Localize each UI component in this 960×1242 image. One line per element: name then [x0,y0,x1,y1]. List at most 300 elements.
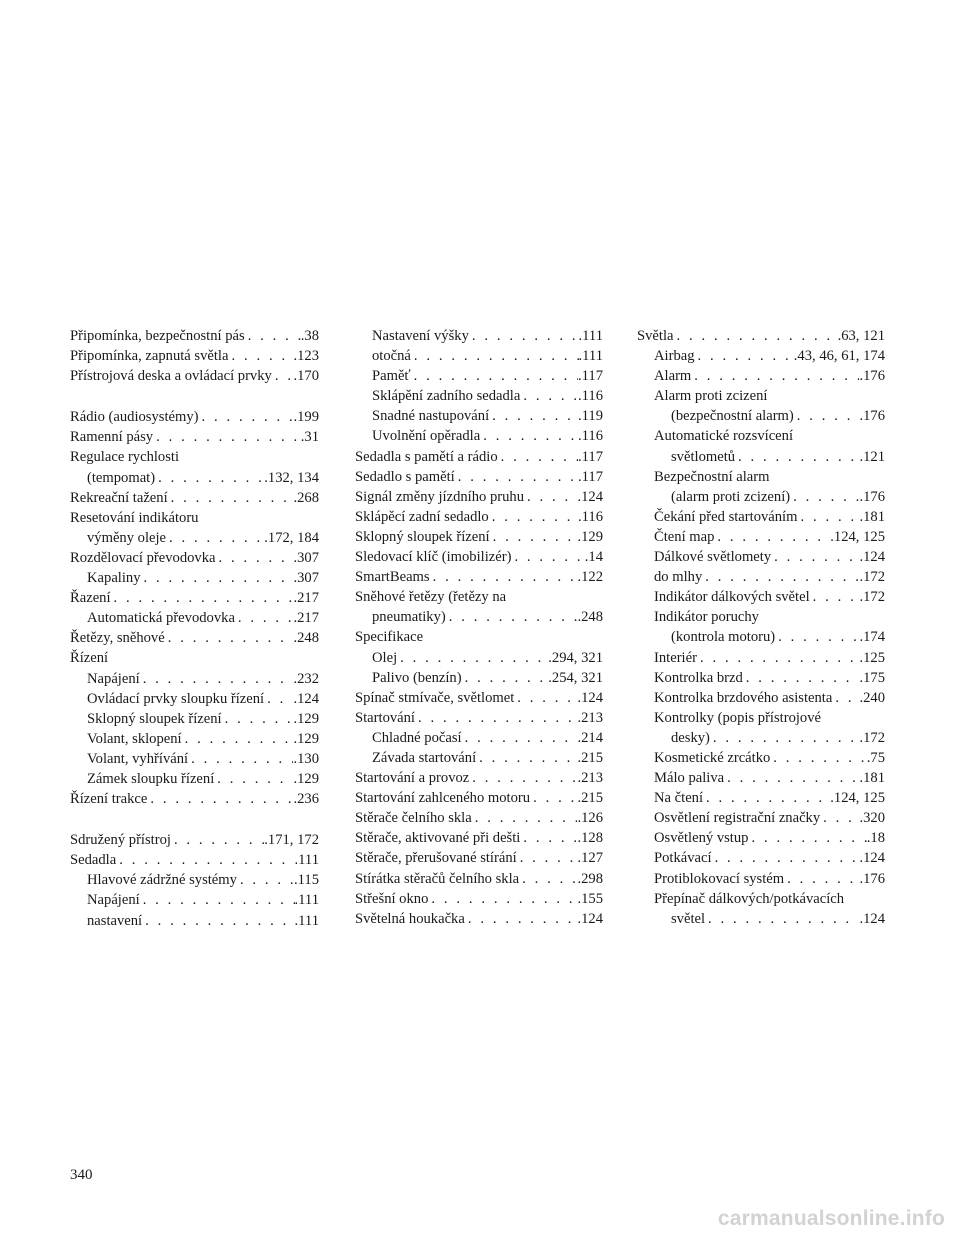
index-entry-text: Rádio (audiosystémy) [70,409,199,426]
dot-leader [519,869,577,889]
index-line [654,587,885,607]
index-line [87,729,319,749]
index-page-ref: .116 [578,388,603,405]
index-line [355,788,603,808]
dot-leader [770,748,866,768]
index-line [654,869,885,889]
dot-leader [235,608,294,628]
index-subentry [637,668,885,688]
index-entry-text: Startování [355,709,415,726]
dot-leader [469,768,577,788]
index-subentry [637,688,885,708]
index-page-ref: .117 [578,448,603,465]
dot-leader [797,507,859,527]
dot-leader [462,728,578,748]
index-heading: Řízení [70,650,109,667]
index-entry-text: Olej [372,649,398,666]
dot-leader [714,527,830,547]
index-entry-text: Sedadlo s pamětí [355,468,455,485]
index-entry-text: Kontrolka brzd [654,669,743,686]
index-page-ref: .213 [577,709,603,726]
index-subentry [70,709,319,729]
dot-leader [771,547,859,567]
index-page-ref: .172 [859,569,885,586]
index-entry-text: Sledovací klíč (imobilizér) [355,549,512,566]
dot-leader [245,326,301,346]
index-entry-text: Automatická převodovka [87,610,235,627]
index-entry-text: Světla [637,328,674,344]
dot-leader [140,890,295,910]
index-entry [355,567,603,587]
index-entry-text: Sedadla s pamětí a rádio [355,448,498,465]
index-line [654,648,885,668]
dot-leader [462,668,549,688]
index-entry-text: Osvětlení registrační značky [654,810,821,827]
index-page-ref: .307 [293,549,319,566]
index-entry-text: nastavení [87,912,143,929]
index-line [87,870,319,890]
index-subentry [70,568,319,588]
dot-leader [411,346,579,366]
index-entry-text: Chladné počasí [372,729,462,746]
index-line [637,326,885,346]
index-entry-text: Paměť [372,368,411,385]
index-entry-text: Sdružený přístroj [70,832,171,849]
index-entry-text: Protiblokovací systém [654,870,785,887]
index-line [654,487,885,507]
index-entry-text: Bezpečnostní alarm [654,468,770,485]
index-entry [70,628,319,648]
dot-leader [695,346,794,366]
index-page-ref: .307 [293,570,319,587]
index-entry [355,467,603,487]
index-page-ref: .232 [293,670,319,687]
dot-leader [264,689,293,709]
index-page-ref: .199 [293,409,319,426]
index-entry-text: Volant, vyhřívání [87,750,189,767]
index-entry [70,588,319,608]
index-entry-text: Kosmetické zrcátko [654,749,771,766]
index-line [355,507,603,527]
index-line [355,808,603,828]
dot-leader [520,828,577,848]
index-entry-text: Na čtení [654,790,704,807]
dot-leader [735,447,859,467]
index-page-ref: .181 [859,508,885,525]
index-page-ref: .121 [859,448,885,465]
index-entry-text: Ramenní pásy [70,429,154,446]
dot-leader [155,468,264,488]
dot-leader [199,407,294,427]
index-entry-text: Kontrolka brzdového asistenta [654,689,833,706]
index-page-ref: .181 [859,770,885,787]
index-entry-text: (tempomat) [87,469,156,486]
dot-leader [673,326,837,346]
dot-leader [832,688,859,708]
index-line [372,668,603,688]
index-page-ref: .127 [577,850,603,867]
dot-leader [222,709,294,729]
index-line [70,528,319,548]
index-entry-text: Resetování indikátoru [70,509,199,526]
index-entry-text: Startování zahlceného motoru [355,790,531,807]
index-line [654,547,885,567]
dot-leader [147,789,293,809]
index-line [654,567,885,587]
index-subentry [637,607,885,647]
index-page-ref: .38 [300,328,319,344]
index-page-ref: .129 [293,730,319,747]
index-entry-text: Sněhové řetězy (řetězy na [355,589,507,606]
index-line [70,548,319,568]
index-entry-text: Řetězy, sněhové [70,630,165,647]
index-entry-text: Startování a provoz [355,770,470,787]
index-page-ref: .115 [294,872,319,889]
index-entry-text: Čtení map [654,528,715,545]
index-line [372,406,603,426]
dot-leader [237,870,294,890]
index-page-ref: .111 [294,892,319,909]
index-page-ref: .171, 172 [264,832,319,849]
index-subentry [637,708,885,748]
index-entry [355,547,603,567]
index-page-ref: .124 [577,488,603,505]
index-subentry [70,911,319,931]
index-line [355,848,603,868]
index-page-ref: .175 [859,669,885,686]
index-line [70,789,319,809]
dot-leader [489,507,578,527]
index-entry-text: pneumatiky) [372,609,446,626]
dot-leader [498,447,578,467]
dot-leader [517,848,578,868]
dot-leader [188,749,293,769]
index-page-ref: .215 [577,749,603,766]
dot-leader [214,769,293,789]
index-page-ref: .129 [293,770,319,787]
index-line [355,909,603,929]
index-page-ref: .111 [294,912,319,929]
index-line [87,709,319,729]
index-page-ref: .155 [577,890,603,907]
dot-leader [171,830,264,850]
index-line [372,326,603,346]
index-page-ref: .129 [293,710,319,727]
index-column-1 [70,326,319,931]
index-entry-text: Přepínač dálkových/potkávacích [654,890,845,907]
index-entry-text: SmartBeams [355,569,430,586]
index-entry-text: do mlhy [654,569,703,586]
index-page-ref: .172, 184 [264,529,319,546]
index-page-ref: .213 [577,770,603,787]
index-line [654,909,885,929]
index-entry [70,366,319,386]
index-subentry [70,769,319,789]
index-line [70,407,319,427]
dot-leader [712,848,860,868]
index-page-ref: .119 [578,408,603,425]
index-page-ref: .254, 321 [548,669,603,686]
index-subentry [637,808,885,828]
index-subentry [637,648,885,668]
index-subentry [70,608,319,628]
index-line [355,708,603,728]
index-entry-text: Spínač stmívače, světlomet [355,689,515,706]
index-entry [355,909,603,929]
index-entry-text: Rozdělovací převodovka [70,549,216,566]
index-entry-text: (bezpečnostní alarm) [671,408,794,425]
index-page-ref: .43, 46, 61, 174 [793,348,885,365]
index-subentry [355,426,603,446]
index-entry-text: Závada startování [372,749,477,766]
index-subentry [637,386,885,426]
dot-leader [142,911,294,931]
index-page-ref: .122 [577,569,603,586]
index-line [654,728,885,748]
dot-leader [490,527,578,547]
index-page-ref: .170 [293,368,319,385]
index-subentry [637,748,885,768]
index-page-ref: .116 [578,508,603,525]
index-line [355,889,603,909]
index-line [654,447,885,467]
index-entry-text: Osvětlený vstup [654,830,749,847]
index-entry-text: Připomínka, zapnutá světla [70,348,229,365]
index-entry [70,789,319,809]
index-line [355,467,603,487]
index-line [654,748,885,768]
index-entry-text: desky) [671,729,710,746]
index-page-ref: .125 [859,649,885,666]
index-entry-text: Čekání před startováním [654,508,798,525]
index-entry [355,708,603,728]
index-entry-text: otočná [372,348,411,365]
index-entry [355,768,603,788]
index-entry [355,507,603,527]
index-page-ref: .172 [859,729,885,746]
index-entry [355,889,603,909]
index-page-ref: .129 [577,528,603,545]
index-entry [70,447,319,487]
index-subentry [637,507,885,527]
index-line [87,669,319,689]
index-line [87,568,319,588]
index-page-ref: .217 [293,610,319,627]
index-page-ref: .236 [293,791,319,808]
index-page-ref: .176 [859,368,885,385]
index-subentry [355,366,603,386]
index-entry-text: Napájení [87,670,140,687]
dot-leader [166,528,264,548]
index-subentry [637,467,885,507]
index-page-ref: .130 [293,750,319,767]
index-entry-text: Napájení [87,892,140,909]
index-entry-text: Ovládací prvky sloupku řízení [87,690,265,707]
dot-leader [140,669,294,689]
index-subentry [637,848,885,868]
index-entry-text: Interiér [654,649,697,666]
index-line [70,850,319,870]
index-page-ref: .123 [293,348,319,365]
index-entry [70,407,319,427]
index-line [654,507,885,527]
index-line [87,608,319,628]
index-entry [355,447,603,467]
dot-leader [455,467,578,487]
index-subentry [637,547,885,567]
index-page-ref: .63, 121 [837,328,885,344]
index-entry [70,850,319,870]
index-line [372,366,603,386]
index-page-ref: .320 [859,810,885,827]
index-page-ref: .248 [293,630,319,647]
index-subentry [355,386,603,406]
index-line [654,668,885,688]
index-entry-text: Uvolnění opěradla [372,428,481,445]
dot-leader [790,487,859,507]
index-line [70,830,319,850]
index-entry [355,627,603,647]
dot-leader [697,648,860,668]
index-page-ref: .124 [859,850,885,867]
index-line [654,848,885,868]
index-page-ref: .132, 134 [264,469,319,486]
index-page-ref: .124 [859,910,885,927]
index-page-ref: .217 [293,590,319,607]
index-entry-text: Řízení trakce [70,791,148,808]
index-entry-text: Indikátor dálkových světel [654,589,810,606]
index-subentry [637,346,885,366]
index-page-ref: .174 [859,629,885,646]
index-entry-text: Stěrače, přerušované stírání [355,850,517,867]
index-entry-text: Přístrojová deska a ovládací prvky [70,368,272,385]
index-entry-text: Volant, sklopení [87,730,182,747]
index-entry-text: Alarm proti zcizení [654,388,768,405]
dot-leader [784,869,859,889]
index-page-ref: .31 [300,429,319,446]
index-line [654,346,885,366]
index-subentry [70,870,319,890]
index-line [70,326,319,346]
index-line [70,346,319,366]
index-heading: Specifikace [355,629,424,646]
index-page-ref: .111 [294,852,319,869]
dot-leader [710,728,860,748]
index-page-ref: .215 [577,790,603,807]
index-page-ref: .176 [859,488,885,505]
dot-leader [446,607,578,627]
index-entry-text: Sedadla [70,852,117,869]
dot-leader [111,588,294,608]
index-page-ref: .124 [577,910,603,927]
index-entry-text: světlometů [671,448,736,465]
dot-leader [465,909,578,929]
dot-leader [182,729,294,749]
dot-leader [430,567,578,587]
index-line [355,768,603,788]
index-entry [355,848,603,868]
dot-leader [705,909,859,929]
dot-leader [411,366,578,386]
index-subentry [637,869,885,889]
index-line [355,688,603,708]
index-entry-text: Sklápěcí zadní sedadlo [355,508,489,525]
index-subentry [355,326,603,346]
dot-leader [743,668,860,688]
index-entry [70,346,319,366]
dot-leader [469,326,579,346]
index-entry-text: Sklopný sloupek řízení [355,528,490,545]
index-page-ref: .268 [293,489,319,506]
watermark-text: carmanualsonline.info [717,1207,945,1230]
index-entry [355,487,603,507]
index-subentry [637,889,885,929]
index-entry [355,828,603,848]
index-line [654,808,885,828]
index-line [355,547,603,567]
dot-leader [168,488,294,508]
index-page-ref: .128 [577,830,603,847]
index-line [372,748,603,768]
index-page-ref: .294, 321 [548,649,603,666]
index-entry-text: Palivo (benzín) [372,669,462,686]
index-subentry [70,669,319,689]
index-line [654,527,885,547]
dot-leader [703,788,830,808]
index-page-ref: .117 [578,368,603,385]
index-page-ref: .248 [577,609,603,626]
index-line [70,488,319,508]
dot-leader [514,688,577,708]
index-line [654,366,885,386]
index-page-ref: .124 [577,689,603,706]
index-line [355,869,603,889]
index-line [654,627,885,647]
index-subentry [637,788,885,808]
index-page-ref: .124, 125 [830,528,885,545]
index-line [654,688,885,708]
index-line [654,768,885,788]
index-subentry [70,729,319,749]
index-entry-text: Airbag [654,348,695,365]
index-entry-text: Řazení [70,590,111,607]
dot-leader [272,366,294,386]
index-page-ref: .214 [577,729,603,746]
dot-leader [702,567,859,587]
dot-leader [748,828,866,848]
index-page-ref: .116 [578,428,603,445]
index-subentry [637,587,885,607]
index-line [372,648,603,668]
index-entry-text: Připomínka, bezpečnostní pás [70,328,245,344]
index-line [70,468,319,488]
index-entry-text: Sklápění zadního sedadla [372,388,521,405]
index-entry-text: Signál změny jízdního pruhu [355,488,525,505]
index-entry-text: výměny oleje [87,529,167,546]
dot-leader [397,648,548,668]
dot-leader [472,808,578,828]
index-entry [70,548,319,568]
index-entry-text: Nastavení výšky [372,328,469,344]
dot-leader [415,708,577,728]
index-subentry [637,527,885,547]
index-page-ref: .124, 125 [830,790,885,807]
index-entry-text: Stěrače, aktivované při dešti [355,830,521,847]
index-entry-text: Střešní okno [355,890,429,907]
index-subentry [70,689,319,709]
index-entry-text: Zámek sloupku řízení [87,770,215,787]
dot-leader [228,346,293,366]
